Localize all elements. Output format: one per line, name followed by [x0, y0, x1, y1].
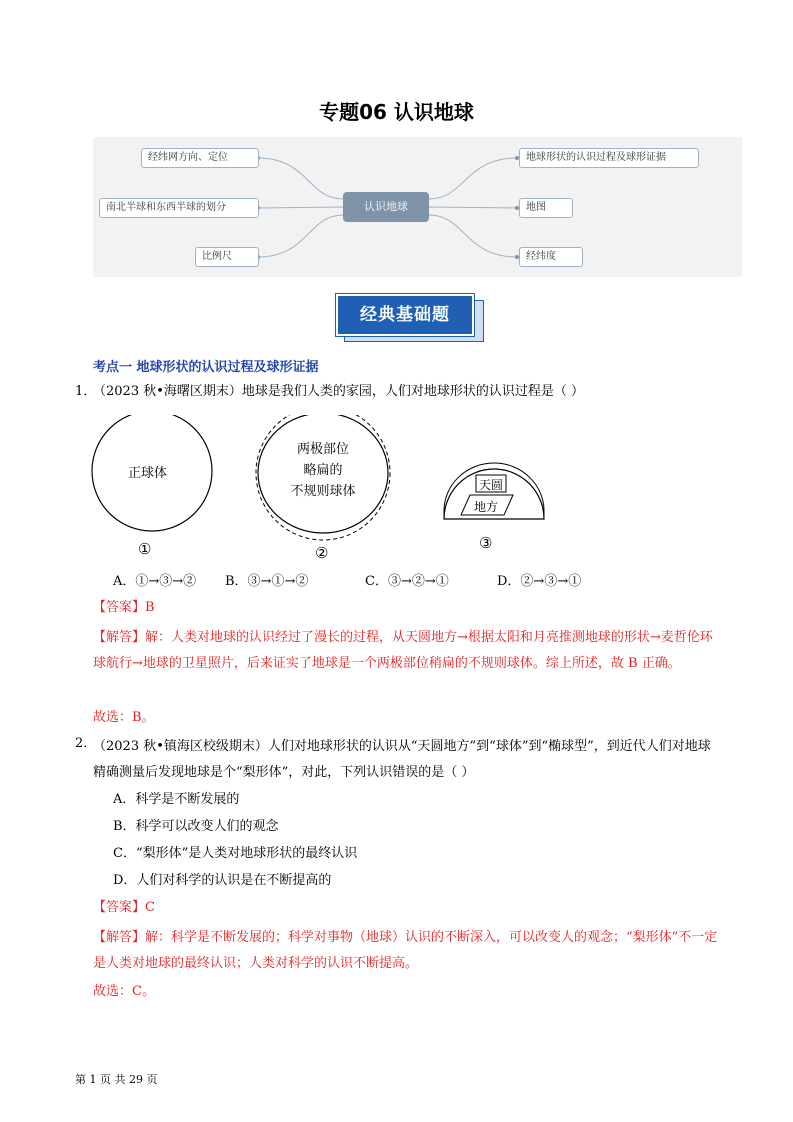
shape2-line-3: 不规则球体	[290, 484, 356, 499]
q1-analysis	[93, 625, 723, 677]
mind-map-node-right-1: 地球形状的认识过程及球形证据	[519, 148, 699, 168]
shape1-number: ①	[138, 540, 152, 558]
q2-answer	[93, 898, 155, 918]
mind-map	[93, 137, 742, 277]
shape2-line-2: 略扁的	[303, 463, 343, 478]
mind-map-node-right-3: 经纬度	[519, 247, 583, 267]
mind-map-center: 认识地球	[343, 192, 429, 222]
q2-stem: （2023 秋•镇海区校级期末）人们对地球形状的认识从“天圆地方”到“球体”到“椭球型”，到近代人们对地球精确测量后发现地球是个“梨形体”，对此，下列认识错误的是（ ）	[93, 739, 711, 780]
q2-analysis	[93, 925, 723, 977]
q2-conclusion: 故选：C。	[93, 984, 155, 999]
badge-label: 经典基础题	[336, 294, 474, 336]
q2-answer-value: C	[145, 900, 155, 915]
q1-number: 1．	[75, 384, 97, 399]
q2-option-d: D．人们对科学的认识是在不断提高的	[113, 873, 332, 888]
q2-number: 2．	[75, 736, 97, 751]
q1-analysis-tag: 【解答】	[93, 630, 146, 645]
section-badge	[336, 294, 486, 344]
q2-option-a: A．科学是不断发展的	[113, 792, 240, 807]
shape3-number: ③	[479, 534, 493, 552]
q1-option-d: D．②→③→①	[497, 574, 582, 589]
q1-answer	[93, 598, 155, 618]
q2-answer-tag: 【答案】	[93, 900, 146, 915]
shape3-top-label: 天圆	[479, 478, 504, 492]
page-footer: 第 1 页 共 29 页	[75, 1073, 158, 1086]
section-heading: 考点一 地球形状的认识过程及球形证据	[93, 360, 319, 375]
q1-analysis-text: 解：人类对地球的认识经过了漫长的过程，从天圆地方→根据太阳和月亮推测地球的形状→麦哲伦环球航行→地球的卫星照片，后来证实了地球是一个两极部位稍扁的不规则球体。综上所述，故 B 正确。	[93, 630, 713, 671]
q1-option-c: C．③→②→①	[365, 574, 449, 589]
q2-analysis-text: 解：科学是不断发展的；科学对事物（地球）认识的不断深入，可以改变人的观念；“梨形体”不一定是人类对地球的最终认识；人类对科学的认识不断提高。	[93, 930, 718, 971]
mind-map-node-left-2: 南北半球和东西半球的划分	[99, 198, 259, 218]
q1-option-a: A．①→③→②	[113, 574, 197, 589]
q1-answer-value: B	[145, 600, 155, 615]
q1-stem: （2023 秋•海曙区期末）地球是我们人类的家园，人们对地球形状的认识过程是（ ）	[93, 384, 585, 399]
q1-option-b: B．③→①→②	[225, 574, 309, 589]
q1-answer-tag: 【答案】	[93, 600, 146, 615]
shape1-label: 正球体	[128, 466, 168, 481]
q2-option-c: C．“梨形体”是人类对地球形状的最终认识	[113, 846, 358, 861]
mind-map-node-left-1: 经纬网方向、定位	[141, 148, 259, 168]
shape2-line-1: 两极部位	[296, 442, 349, 457]
q2-option-b: B．科学可以改变人们的观念	[113, 819, 279, 834]
q1-figure	[88, 415, 558, 570]
shape2-label	[274, 439, 372, 502]
q1-conclusion: 故选：B。	[93, 710, 155, 725]
q2-analysis-tag: 【解答】	[93, 930, 146, 945]
mind-map-node-right-2: 地图	[519, 198, 573, 218]
mind-map-node-left-3: 比例尺	[195, 247, 259, 267]
page-title: 专题06 认识地球	[319, 100, 474, 124]
shape2-number: ②	[315, 544, 329, 562]
shape3-bottom-label: 地方	[474, 500, 499, 514]
